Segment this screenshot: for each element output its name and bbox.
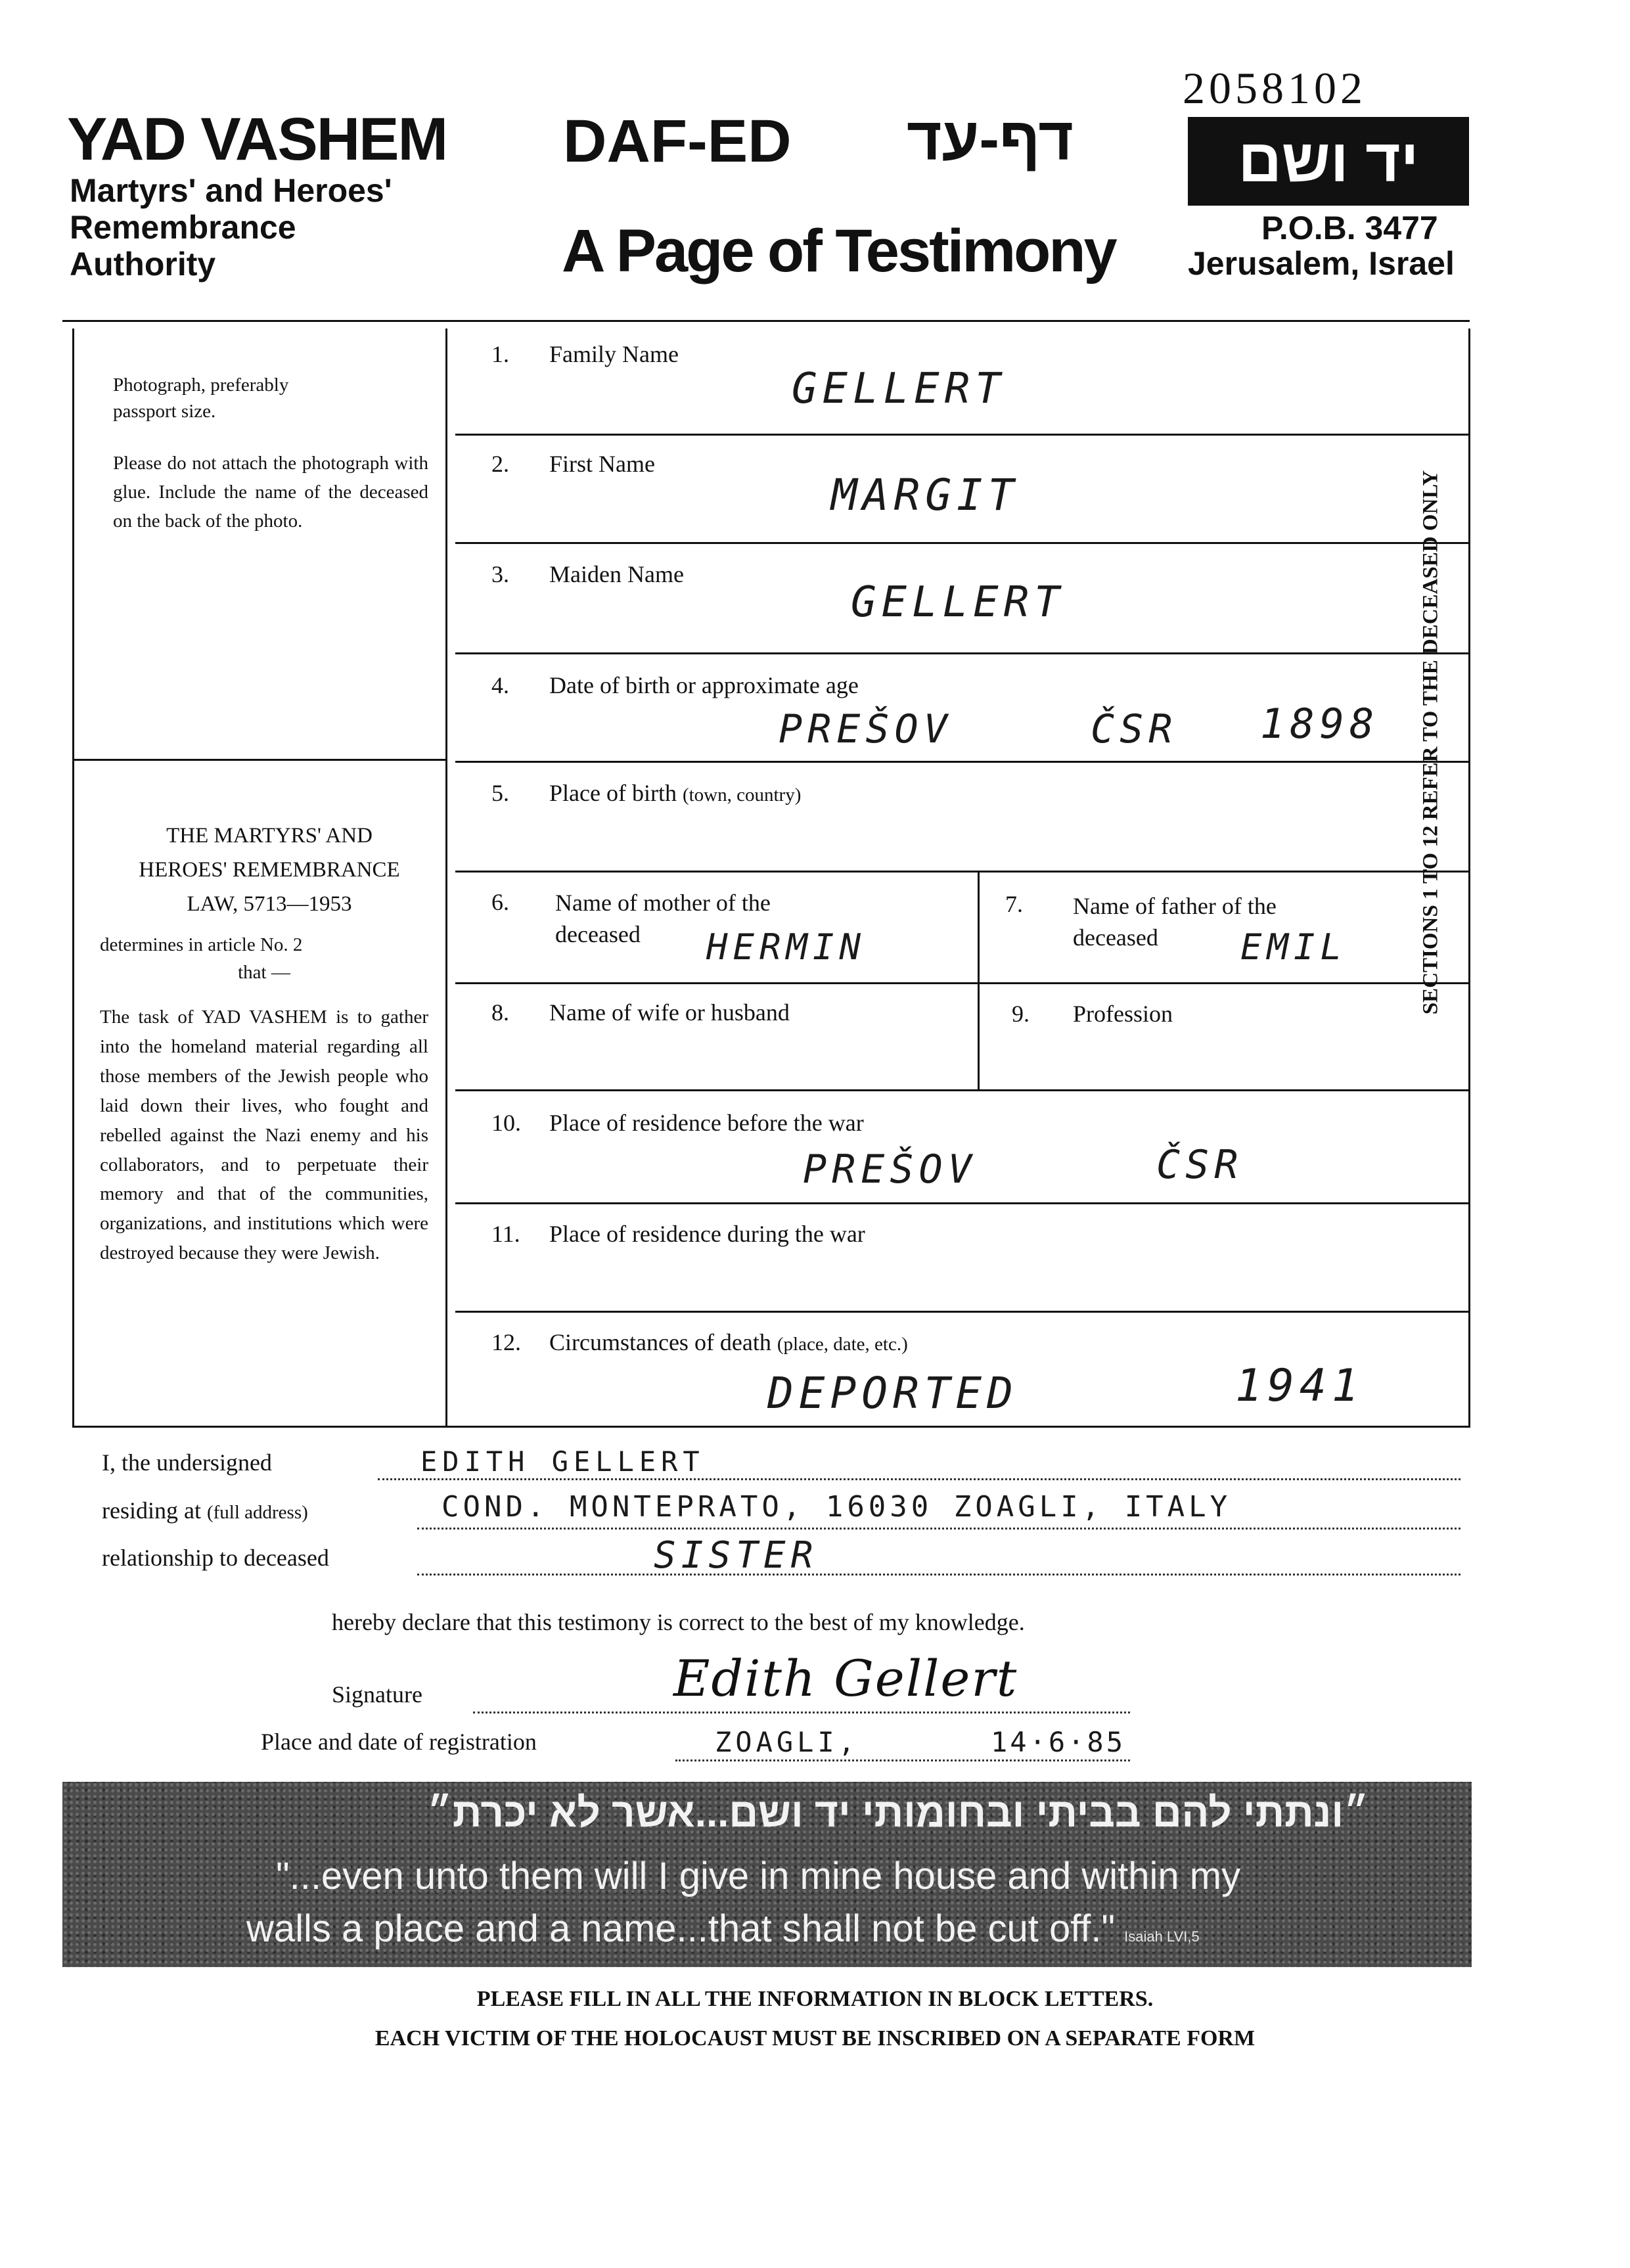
section-number: 9. (1012, 1001, 1030, 1027)
row-divider (455, 761, 1470, 763)
undersigned-label: I, the undersigned (102, 1449, 272, 1476)
law-determines-line-2: that — (238, 962, 290, 983)
registration-date[interactable]: 14·6·85 (991, 1726, 1126, 1758)
declaration-statement: hereby declare that this testimony is correct to the best of my knowledge. (332, 1609, 1025, 1635)
row-divider (455, 1311, 1470, 1313)
circumstances-of-death-value[interactable]: DEPORTED (767, 1368, 1018, 1418)
signature-value[interactable]: Edith Gellert (673, 1649, 1018, 1708)
profession-label: Profession (1073, 1001, 1173, 1027)
law-determines-line-1: determines in article No. 2 (100, 934, 303, 955)
right-border (1468, 329, 1470, 1427)
top-rule (62, 320, 1470, 322)
photo-instructions: Please do not attach the photograph with glue. Include the name of the deceased on the back of the photo. (113, 453, 428, 532)
first-name-value[interactable]: MARGIT (831, 470, 1020, 520)
father-name-label-line-2: deceased (1073, 924, 1158, 951)
family-name-value[interactable]: GELLERT (792, 365, 1006, 413)
banner-reference: Isaiah LVI,5 (1124, 1928, 1200, 1945)
residence-during-war-label: Place of residence during the war (549, 1221, 865, 1247)
section-number: 4. (491, 672, 509, 698)
section-number: 10. (491, 1110, 521, 1136)
mother-name-label-line-1: Name of mother of the (555, 890, 771, 916)
place-of-birth-label (549, 779, 801, 807)
photo-title (113, 372, 428, 424)
relationship-value[interactable]: SISTER (654, 1534, 819, 1577)
undersigned-line (378, 1478, 1460, 1480)
date-of-birth-label: Date of birth or approximate age (549, 672, 859, 698)
place-of-birth-label-text: Place of birth (549, 780, 677, 806)
banner-quote-line-1: "...even unto them will I give in mine house and within my (276, 1855, 1241, 1897)
city: Jerusalem, Israel (1188, 245, 1455, 282)
mother-name-value[interactable]: HERMIN (706, 926, 867, 968)
section-number: 12. (491, 1329, 521, 1355)
family-name-label: Family Name (549, 341, 679, 367)
residence-before-war-place[interactable]: PREŠOV (803, 1146, 977, 1192)
isaiah-banner (62, 1782, 1472, 1967)
residing-label (102, 1497, 308, 1524)
residence-before-war-country[interactable]: ČSR (1156, 1142, 1244, 1188)
birth-country-value[interactable]: ČSR (1091, 706, 1178, 752)
signature-label: Signature (332, 1681, 422, 1708)
footer-instruction-2: EACH VICTIM OF THE HOLOCAUST MUST BE INSCRIBED ON A SEPARATE FORM (374, 2026, 1256, 2051)
row-divider (455, 652, 1470, 654)
form-bottom-rule (72, 1426, 1470, 1428)
banner-quote-line-2 (246, 1907, 1200, 1951)
org-subtitle-line-1: Martyrs' and Heroes' (70, 172, 392, 209)
section-number: 2. (491, 451, 509, 477)
row-divider (455, 1089, 1470, 1091)
registration-place[interactable]: ZOAGLI, (715, 1726, 859, 1758)
row-divider (455, 1202, 1470, 1204)
maiden-name-value[interactable]: GELLERT (851, 578, 1065, 627)
org-subtitle (70, 172, 392, 283)
registration-line (675, 1759, 1130, 1761)
signature-line (473, 1712, 1130, 1713)
row-divider (455, 871, 1470, 873)
serial-number: 2058102 (1183, 63, 1367, 113)
residing-hint: (full address) (206, 1502, 308, 1523)
footer-instruction-1: PLEASE FILL IN ALL THE INFORMATION IN BLOCK LETTERS. (476, 1987, 1154, 2011)
section-number: 6. (491, 889, 509, 915)
page-title: A Page of Testimony (562, 217, 1116, 284)
photo-title-line-1: Photograph, preferably (113, 374, 289, 396)
section-number: 5. (491, 780, 509, 806)
po-box: P.O.B. 3477 (1261, 210, 1438, 246)
circumstances-of-death-label-text: Circumstances of death (549, 1329, 771, 1355)
org-subtitle-line-3: Authority (70, 246, 216, 283)
row-divider (455, 542, 1470, 544)
place-of-birth-hint: (town, country) (682, 784, 802, 805)
row-divider (455, 434, 1470, 436)
circumstances-of-death-label (549, 1328, 908, 1356)
photo-title-line-2: passport size. (113, 401, 216, 422)
law-title-line-2: HEROES' REMEMBRANCE (139, 858, 400, 882)
yad-vashem-logo: יד ושם (1188, 117, 1469, 206)
law-body: The task of YAD VASHEM is to gather into the homeland material regarding all those members of the Jewish people who laid down their lives, who fought and rebelled against the Nazi enemy and his collaborators, and to perpetuate their memory and that of the communities, organizations, and institutions which were destroyed because they were Jewish. (100, 1007, 428, 1264)
residing-value[interactable]: COND. MONTEPRATO, 16030 ZOAGLI, ITALY (441, 1490, 1232, 1524)
law-title-line-1: THE MARTYRS' AND (166, 824, 373, 848)
residence-before-war-label: Place of residence before the war (549, 1110, 864, 1136)
residing-line (417, 1528, 1460, 1530)
relationship-label: relationship to deceased (102, 1545, 329, 1571)
row-divider (455, 982, 1470, 984)
death-year-value[interactable]: 1941 (1235, 1360, 1364, 1412)
section-number: 3. (491, 561, 509, 587)
circumstances-of-death-hint: (place, date, etc.) (777, 1334, 908, 1355)
banner-hebrew-quote: ״ונתתי להם בביתי ובחומותי יד ושם...אשר לא יכרת״ (427, 1790, 1369, 1836)
banner-quote-line-2-text: walls a place and a name...that shall not be cut off." (246, 1907, 1116, 1950)
undersigned-value[interactable]: EDITH GELLERT (420, 1445, 705, 1478)
father-name-value[interactable]: EMIL (1240, 926, 1347, 968)
maiden-name-label: Maiden Name (549, 561, 684, 587)
section-number: 11. (491, 1221, 520, 1247)
left-border (72, 329, 74, 1427)
residing-label-text: residing at (102, 1497, 201, 1524)
daf-ed-title: DAF-ED (563, 108, 792, 175)
law-title (99, 819, 440, 921)
org-name: YAD VASHEM (67, 106, 447, 173)
section-number: 8. (491, 999, 509, 1026)
panel-divider (445, 329, 447, 1427)
first-name-label: First Name (549, 451, 655, 477)
section-number: 1. (491, 341, 509, 367)
registration-label: Place and date of registration (261, 1729, 537, 1755)
column-divider (978, 873, 980, 1089)
mother-name-label-line-2: deceased (555, 921, 641, 947)
birth-year-value[interactable]: 1898 (1260, 700, 1380, 748)
section-number: 7. (1005, 891, 1023, 917)
sections-note: SECTIONS 1 TO 12 REFER TO THE DECEASED ONLY (1418, 470, 1443, 1015)
father-name-label-line-1: Name of father of the (1073, 893, 1277, 919)
relationship-line (417, 1574, 1460, 1576)
spouse-name-label: Name of wife or husband (549, 999, 790, 1026)
photo-box-divider (72, 759, 447, 761)
org-subtitle-line-2: Remembrance (70, 209, 296, 246)
hebrew-daf-ed-title: דף-עד (907, 106, 1074, 173)
birth-place-value[interactable]: PREŠOV (779, 706, 953, 752)
law-title-line-3: LAW, 5713—1953 (187, 892, 352, 916)
law-determines (100, 931, 428, 986)
